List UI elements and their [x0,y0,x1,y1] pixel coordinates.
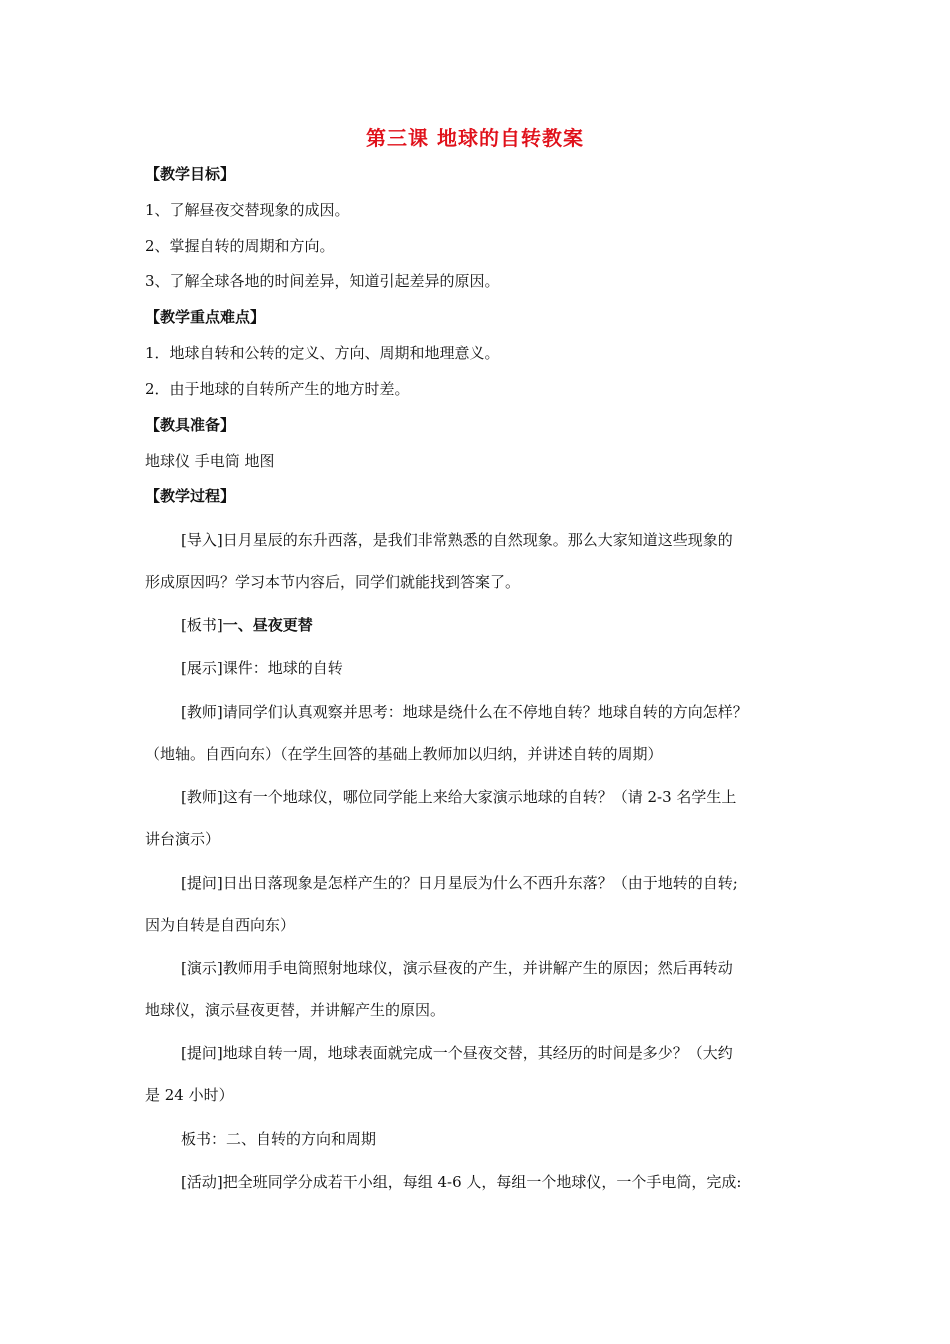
paragraph-line: 形成原因吗？学习本节内容后，同学们就能找到答案了。 [145,573,521,591]
paragraph-line: [演示]教师用手电筒照射地球仪，演示昼夜的产生，并讲解产生的原因；然后再转动 [181,959,733,977]
page-title: 第三课 地球的自转教案 [366,126,584,150]
paragraph-line [181,615,861,635]
goal-item: 3、了解全球各地的时间差异，知道引起差异的原因。 [145,272,500,290]
paragraph-line: 地球仪，演示昼夜更替，并讲解产生的原因。 [145,1001,446,1019]
goal-item: 2、掌握自转的周期和方向。 [145,237,335,255]
section-heading-process: 【教学过程】 [145,487,236,505]
paragraph-line: [导入]日月星辰的东升西落，是我们非常熟悉的自然现象。那么大家知道这些现象的 [181,531,733,549]
paragraph-line: 是 24 小时） [145,1086,234,1104]
paragraph-line: [活动]把全班同学分成若干小组，每组 4-6 人，每组一个地球仪，一个手电筒，完成: [181,1173,742,1191]
key-item: 1．地球自转和公转的定义、方向、周期和地理意义。 [145,344,500,362]
board-tag: [板书] [181,616,223,634]
paragraph-line: （地轴。自西向东）（在学生回答的基础上教师加以归纳，并讲述自转的周期） [145,745,663,763]
paragraph-line: [教师]这有一个地球仪，哪位同学能上来给大家演示地球的自转？（请 2-3 名学生上 [181,788,737,806]
paragraph-line: [展示]课件：地球的自转 [181,659,343,677]
goal-item: 1、了解昼夜交替现象的成因。 [145,201,350,219]
paragraph-line: 板书：二、自转的方向和周期 [181,1130,377,1148]
board-heading: 一、昼夜更替 [222,616,313,634]
paragraph-line: [教师]请同学们认真观察并思考：地球是绕什么在不停地自转？地球自转的方向怎样？ [181,703,748,721]
paragraph-line: [提问]地球自转一周，地球表面就完成一个昼夜交替，其经历的时间是多少？（大约 [181,1044,733,1062]
section-heading-goals: 【教学目标】 [145,165,236,183]
paragraph-line: [提问]日出日落现象是怎样产生的？日月星辰为什么不西升东落？（由于地转的自转; [181,874,738,892]
section-heading-key: 【教学重点难点】 [145,308,266,326]
section-heading-tools: 【教具准备】 [145,416,236,434]
key-item: 2．由于地球的自转所产生的地方时差。 [145,380,410,398]
tools-list: 地球仪 手电筒 地图 [145,452,275,470]
paragraph-line: 讲台演示） [145,830,221,848]
paragraph-line: 因为自转是自西向东） [145,916,296,934]
